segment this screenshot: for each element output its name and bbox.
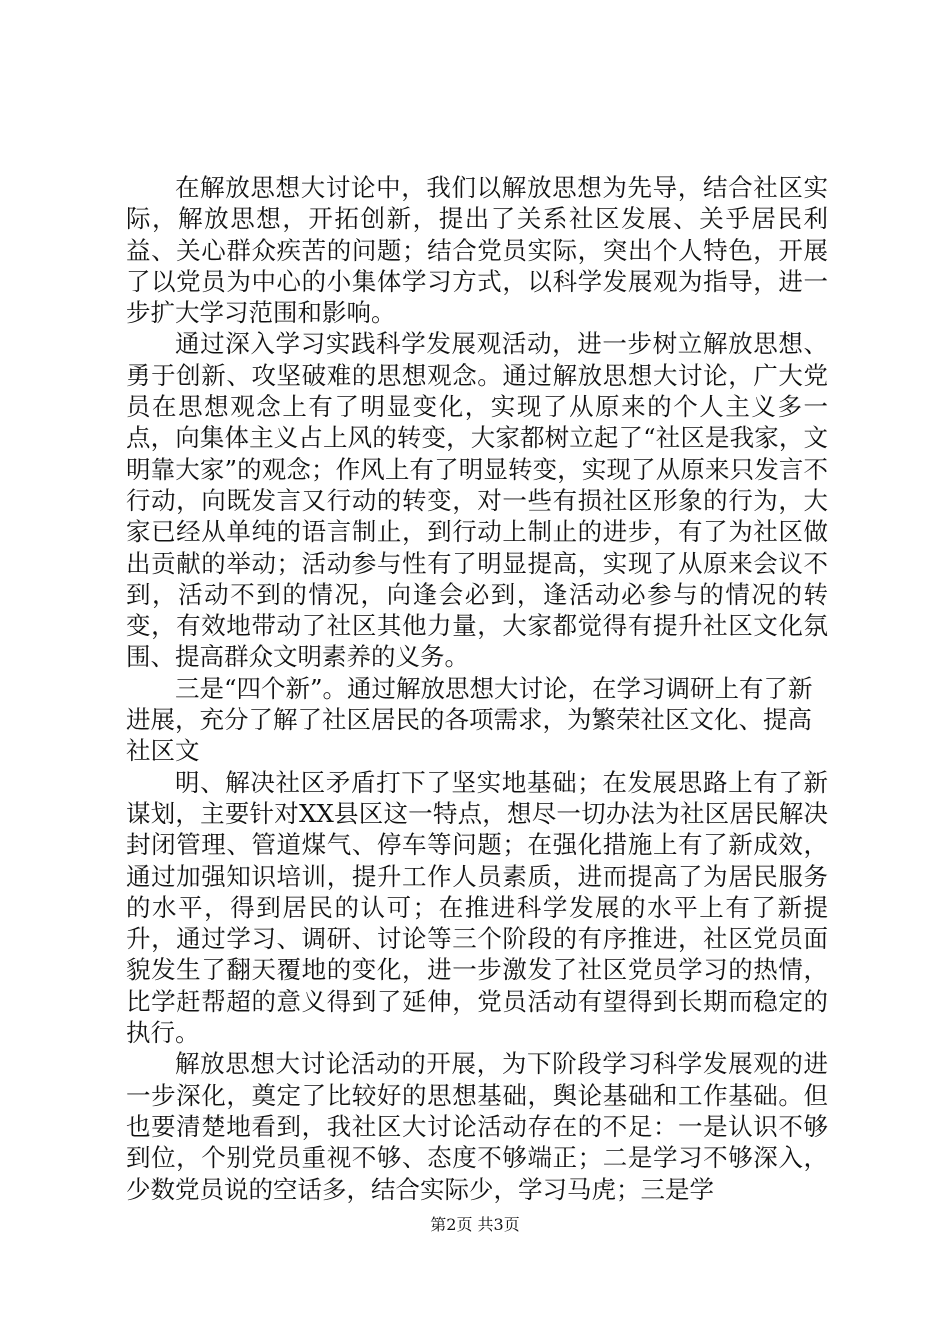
paragraph: 解放思想大讨论活动的开展，为下阶段学习科学发展观的进一步深化，奠定了比较好的思想基础，舆论基础和工作基础。但也要清楚地看到，我社区大讨论活动存在的不足：一是认识不够到位，个别党员重视不够、态度不够端正；二是学习不够深入，少数党员说的空话多，结合实际少，学习马虎；三是学 — [126, 1049, 828, 1204]
paragraph: 在解放思想大讨论中，我们以解放思想为先导，结合社区实际，解放思想，开拓创新，提出了关系社区发展、关乎居民利益、关心群众疾苦的问题；结合党员实际，突出个人特色，开展了以党员为中心的小集体学习方式，以科学发展观为指导，进一步扩大学习范围和影响。 — [126, 173, 828, 328]
paragraph: 三是“四个新”。通过解放思想大讨论，在学习调研上有了新进展，充分了解了社区居民的各项需求，为繁荣社区文化、提高社区文 — [126, 673, 813, 766]
page-number-label: 第2页 共3页 — [430, 1215, 520, 1234]
paragraph: 通过深入学习实践科学发展观活动，进一步树立解放思想、勇于创新、攻坚破难的思想观念。通过解放思想大讨论，广大党员在思想观念上有了明显变化，实现了从原来的个人主义多一点，向集体主义占上风的转变，大家都树立起了“社区是我家，文明靠大家”的观念；作风上有了明显转变，实现了从原来只发言不行动，向既发言又行动的转变，对一些有损社区形象的行为，大家已经从单纯的语言制止，到行动上制止的进步，有了为社区做出贡献的举动；活动参与性有了明显提高，实现了从原来会议不到，活动不到的情况，向逢会必到，逢活动必参与的情况的转变，有效地带动了社区其他力量，大家都觉得有提升社区文化氛围、提高群众文明素养的义务。 — [126, 329, 828, 672]
document-body — [126, 172, 828, 1205]
page-footer — [0, 1215, 950, 1235]
paragraph: 明、解决社区矛盾打下了坚实地基础；在发展思路上有了新谋划，主要针对XX县区这一特点，想尽一切办法为社区居民解决封闭管理、管道煤气、停车等问题；在强化措施上有了新成效，通过加强知识培训，提升工作人员素质，进而提高了为居民服务的水平，得到居民的认可；在推进科学发展的水平上有了新提升，通过学习、调研、讨论等三个阶段的有序推进，社区党员面貌发生了翻天覆地的变化，进一步激发了社区党员学习的热情，比学赶帮超的意义得到了延伸，党员活动有望得到长期而稳定的执行。 — [126, 767, 828, 1048]
